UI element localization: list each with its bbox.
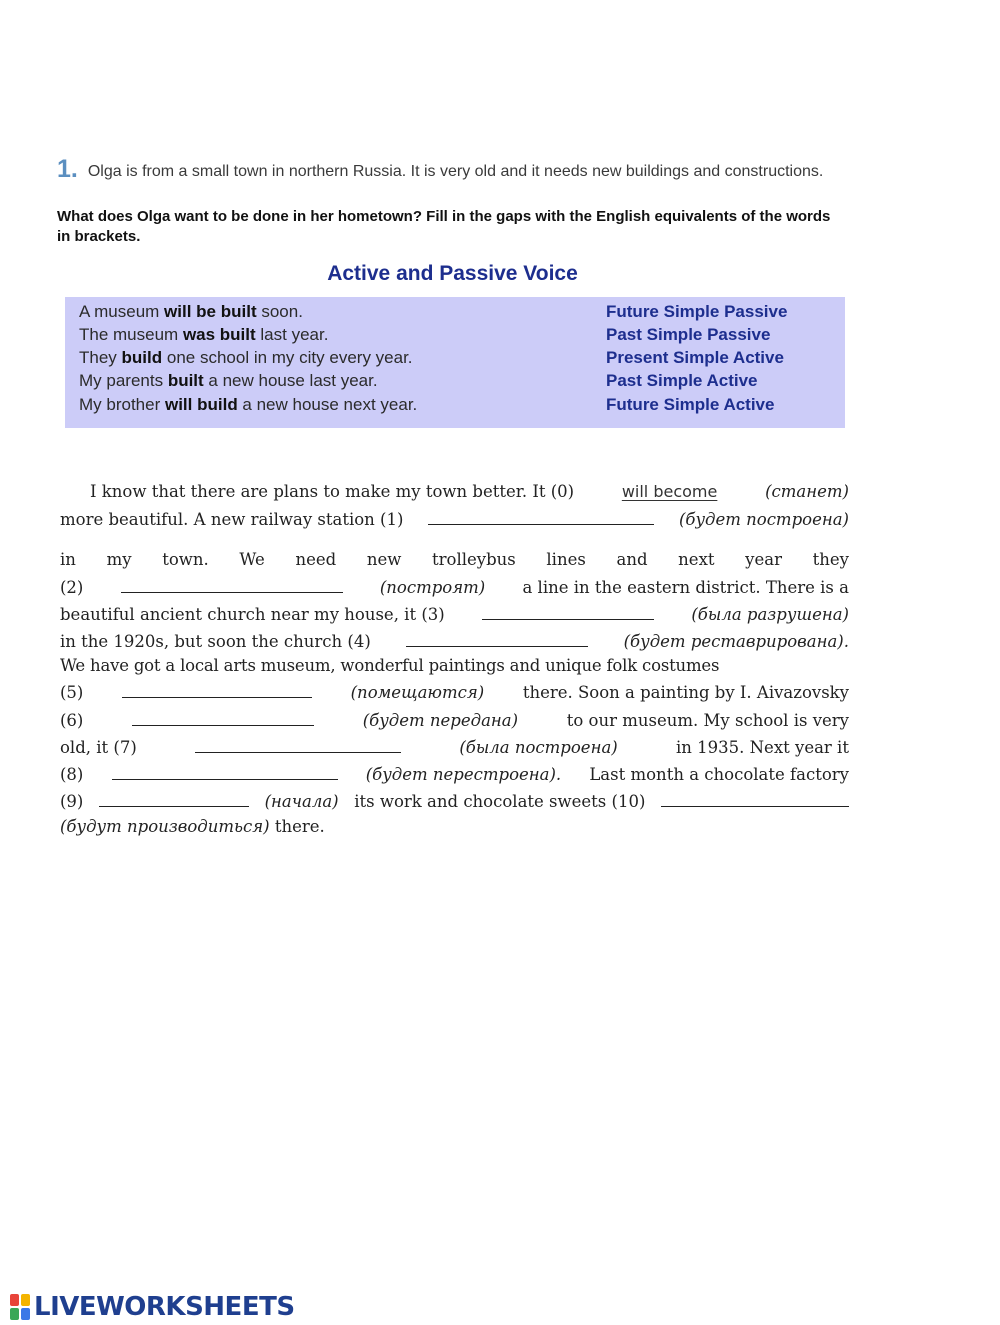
- example-answer: will become: [621, 482, 718, 501]
- logo-square: [21, 1308, 30, 1320]
- exercise-line: in the 1920s, but soon the church (4) (будет реставрирована).: [60, 632, 849, 651]
- task-number: 1.: [57, 155, 78, 183]
- exercise-line: (8) (будет перестроена). Last month a chocolate factory: [60, 765, 849, 784]
- grammar-example: A museum will be built soon.: [79, 302, 303, 321]
- grammar-row: [65, 346, 845, 369]
- gap-input-4[interactable]: [406, 632, 588, 647]
- exercise-line: more beautiful. A new railway station (1) (будет построена): [60, 510, 849, 529]
- gap-input-9[interactable]: [99, 792, 249, 807]
- gap-input-7[interactable]: [195, 738, 401, 753]
- task-intro: [57, 155, 847, 183]
- grammar-tense: Future Simple Active: [606, 395, 775, 414]
- gap-input-8[interactable]: [112, 765, 338, 780]
- task-intro-text: Olga is from a small town in northern Russia. It is very old and it needs new buildings and constructions.: [87, 163, 824, 180]
- exercise-line: (6) (будет передана) to our museum. My school is very: [60, 711, 849, 730]
- gap-input-5[interactable]: [122, 683, 312, 698]
- grammar-tense: Future Simple Passive: [606, 302, 788, 321]
- exercise-line: beautiful ancient church near my house, it (3) (была разрушена): [60, 605, 849, 624]
- gap-input-3[interactable]: [482, 605, 654, 620]
- exercise-line: old, it (7) (была построена) in 1935. Next year it: [60, 738, 849, 757]
- task-question: What does Olga want to be done in her hometown? Fill in the gaps with the English equivalents of the words in brackets.: [57, 208, 831, 245]
- grammar-row: [65, 300, 845, 323]
- grammar-tense: Past Simple Passive: [606, 325, 771, 344]
- gap-input-1[interactable]: [428, 510, 654, 525]
- gap-input-6[interactable]: [132, 711, 314, 726]
- liveworksheets-logo[interactable]: [9, 1290, 295, 1324]
- grammar-example: My brother will build a new house next year.: [79, 395, 418, 414]
- grammar-row: [65, 393, 845, 416]
- grammar-box-title: Active and Passive Voice: [327, 262, 578, 285]
- exercise-line: in my town. We need new trolleybus lines and next year they: [60, 550, 849, 569]
- exercise-line: (5) (помещаются) there. Soon a painting by I. Aivazovsky: [60, 683, 849, 702]
- grammar-example: The museum was built last year.: [79, 325, 329, 344]
- logo-square: [10, 1294, 19, 1306]
- logo-text: LIVEWORKSHEETS: [34, 1292, 295, 1322]
- grammar-row: [65, 323, 845, 346]
- exercise-line: (9) (начала) its work and chocolate sweets (10): [60, 792, 849, 811]
- grammar-tense: Past Simple Active: [606, 371, 758, 390]
- grammar-example: My parents built a new house last year.: [79, 371, 378, 390]
- exercise-line: We have got a local arts museum, wonderful paintings and unique folk costumes: [60, 656, 720, 675]
- logo-square: [10, 1308, 19, 1320]
- exercise-line: I know that there are plans to make my town better. It (0) will become (станет): [90, 482, 849, 501]
- gap-input-2[interactable]: [121, 578, 343, 593]
- logo-mark-icon: [9, 1293, 31, 1321]
- grammar-row: [65, 369, 845, 392]
- grammar-box: [65, 297, 845, 428]
- logo-square: [21, 1294, 30, 1306]
- exercise-line: (будут производиться) there.: [60, 817, 325, 836]
- grammar-example: They build one school in my city every year.: [79, 348, 413, 367]
- gap-input-10[interactable]: [661, 792, 849, 807]
- exercise-line: (2) (построят) a line in the eastern district. There is a: [60, 578, 849, 597]
- grammar-tense: Present Simple Active: [606, 348, 784, 367]
